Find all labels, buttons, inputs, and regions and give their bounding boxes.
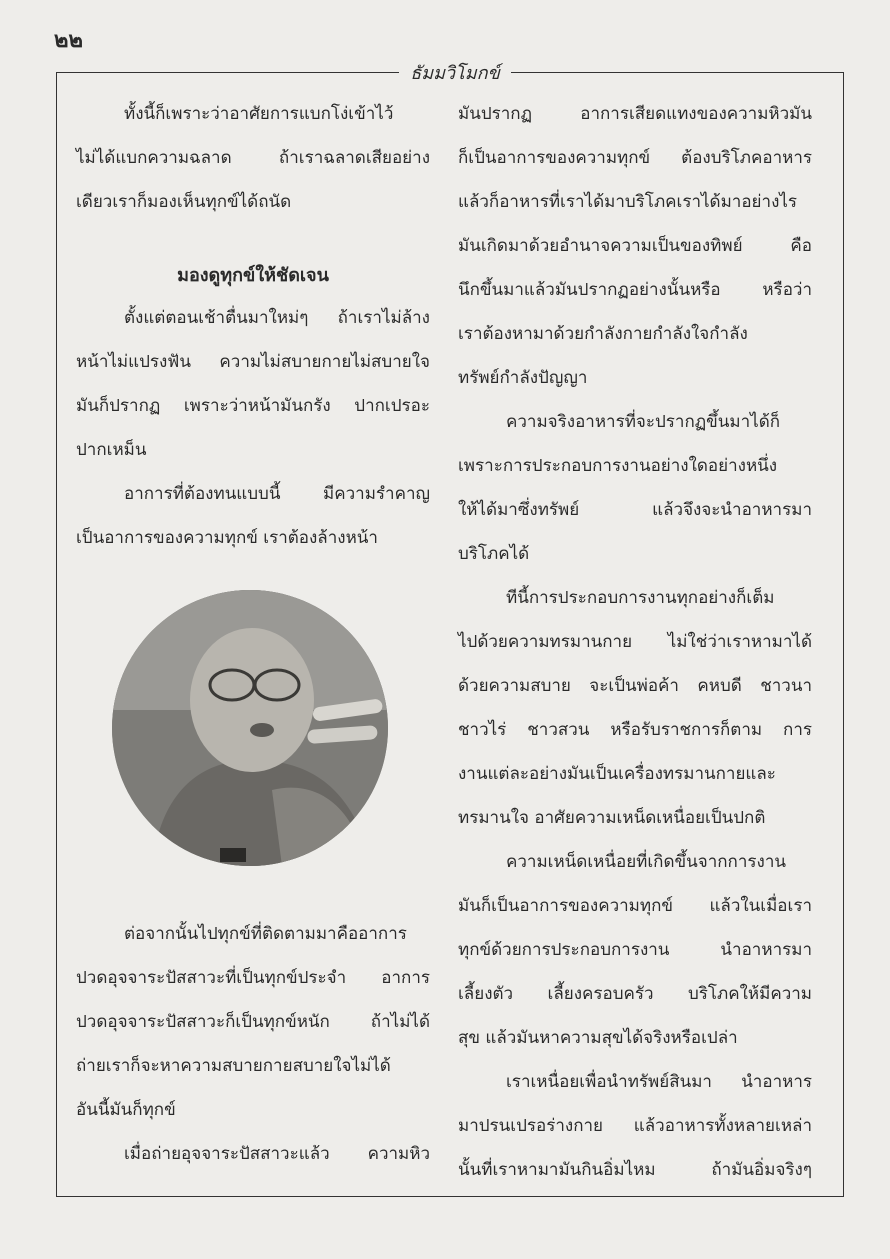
section-heading: มองดูทุกข์ให้ชัดเจน	[177, 265, 329, 286]
left-text-line: เดียวเราก็มองเห็นทุกข์ได้ถนัด	[76, 192, 292, 212]
left-text-line: ปวดอุจจาระปัสสาวะที่เป็นทุกข์ประจำ อาการ	[76, 968, 430, 988]
right-text-line: ทรมานใจ อาศัยความเหน็ดเหนื่อยเป็นปกติ	[458, 808, 766, 828]
running-header-title: ธัมมวิโมกข์	[410, 63, 500, 84]
left-text-line: ตั้งแต่ตอนเช้าตื่นมาใหม่ๆ ถ้าเราไม่ล้าง	[124, 308, 430, 328]
right-text-line: ทุกข์ด้วยการประกอบการงาน นำอาหารมา	[458, 940, 812, 960]
right-text-line: ความจริงอาหารที่จะปรากฏขึ้นมาได้ก็	[506, 412, 781, 432]
right-text-line: ให้ได้มาซึ่งทรัพย์ แล้วจึงจะนำอาหารมา	[458, 500, 812, 520]
right-text-line: สุข แล้วมันหาความสุขได้จริงหรือเปล่า	[458, 1028, 738, 1048]
right-text-line: เราต้องหามาด้วยกำลังกายกำลังใจกำลัง	[458, 324, 748, 344]
right-text-line: ความเหน็ดเหนื่อยที่เกิดขึ้นจากการงาน	[506, 852, 786, 872]
right-text-line: งานแต่ละอย่างมันเป็นเครื่องทรมานกายและ	[458, 764, 776, 784]
monk-portrait-photo	[112, 590, 388, 866]
right-text-line: ไปด้วยความทรมานกาย ไม่ใช่ว่าเราหามาได้	[458, 632, 812, 652]
left-text-line: มันก็ปรากฏ เพราะว่าหน้ามันกรัง ปากเปรอะ	[76, 396, 430, 416]
right-text-line: ชาวไร่ ชาวสวน หรือรับราชการก็ตาม การ	[458, 720, 812, 740]
left-text-line: ทั้งนี้ก็เพราะว่าอาศัยการแบกโง่เข้าไว้	[124, 104, 394, 124]
right-text-line: บริโภคได้	[458, 544, 530, 564]
frame-top-line-left	[57, 72, 399, 73]
right-text-line: ด้วยความสบาย จะเป็นพ่อค้า คหบดี ชาวนา	[458, 676, 812, 696]
right-text-line: มันก็เป็นอาการของความทุกข์ แล้วในเมื่อเรา	[458, 896, 812, 916]
page-number: ๒๒	[54, 28, 84, 53]
left-text-line: อาการที่ต้องทนแบบนี้ มีความรำคาญ	[124, 484, 430, 504]
left-text-line: เมื่อถ่ายอุจจาระปัสสาวะแล้ว ความหิว	[124, 1144, 430, 1164]
right-text-line: เราเหนื่อยเพื่อนำทรัพย์สินมา นำอาหาร	[506, 1072, 812, 1092]
left-text-line: เป็นอาการของความทุกข์ เราต้องล้างหน้า	[76, 528, 378, 548]
right-text-line: เพราะการประกอบการงานอย่างใดอย่างหนึ่ง	[458, 456, 778, 476]
right-text-line: แล้วก็อาหารที่เราได้มาบริโภคเราได้มาอย่างไร	[458, 192, 798, 212]
right-text-line: เลี้ยงตัว เลี้ยงครอบครัว บริโภคให้มีความ	[458, 984, 812, 1004]
right-text-line: นั้นที่เราหามามันกินอิ่มไหม ถ้ามันอิ่มจริงๆ	[458, 1160, 812, 1180]
right-text-line: ทรัพย์กำลังปัญญา	[458, 368, 588, 388]
left-text-line: อันนี้มันก็ทุกข์	[76, 1100, 176, 1120]
left-text-line: ต่อจากนั้นไปทุกข์ที่ติดตามมาคืออาการ	[124, 924, 407, 944]
left-text-line: ปากเหม็น	[76, 440, 147, 460]
portrait-illustration	[112, 590, 388, 866]
right-text-line: ทีนี้การประกอบการงานทุกอย่างก็เต็ม	[506, 588, 775, 608]
left-column-top	[76, 92, 430, 560]
right-text-line: มันปรากฏ อาการเสียดแทงของความหิวมัน	[458, 104, 812, 124]
left-column-bottom	[76, 912, 430, 1176]
left-text-line: หน้าไม่แปรงฟัน ความไม่สบายกายไม่สบายใจ	[76, 352, 430, 372]
frame-top-line-right	[511, 72, 843, 73]
right-text-line: มาปรนเปรอร่างกาย แล้วอาหารทั้งหลายเหล่า	[458, 1116, 812, 1136]
right-text-line: มันเกิดมาด้วยอำนาจความเป็นของทิพย์ คือ	[458, 236, 812, 256]
left-text-line: ถ่ายเราก็จะหาความสบายกายสบายใจไม่ได้	[76, 1056, 391, 1076]
left-text-line: ไม่ได้แบกความฉลาด ถ้าเราฉลาดเสียอย่าง	[76, 148, 430, 168]
left-text-line: ปวดอุจจาระปัสสาวะก็เป็นทุกข์หนัก ถ้าไม่ได้	[76, 1012, 430, 1032]
right-column	[458, 92, 812, 1192]
right-text-line: ก็เป็นอาการของความทุกข์ ต้องบริโภคอาหาร	[458, 148, 812, 168]
right-text-line: นึกขึ้นมาแล้วมันปรากฏอย่างนั้นหรือ หรือว่า	[458, 280, 812, 300]
